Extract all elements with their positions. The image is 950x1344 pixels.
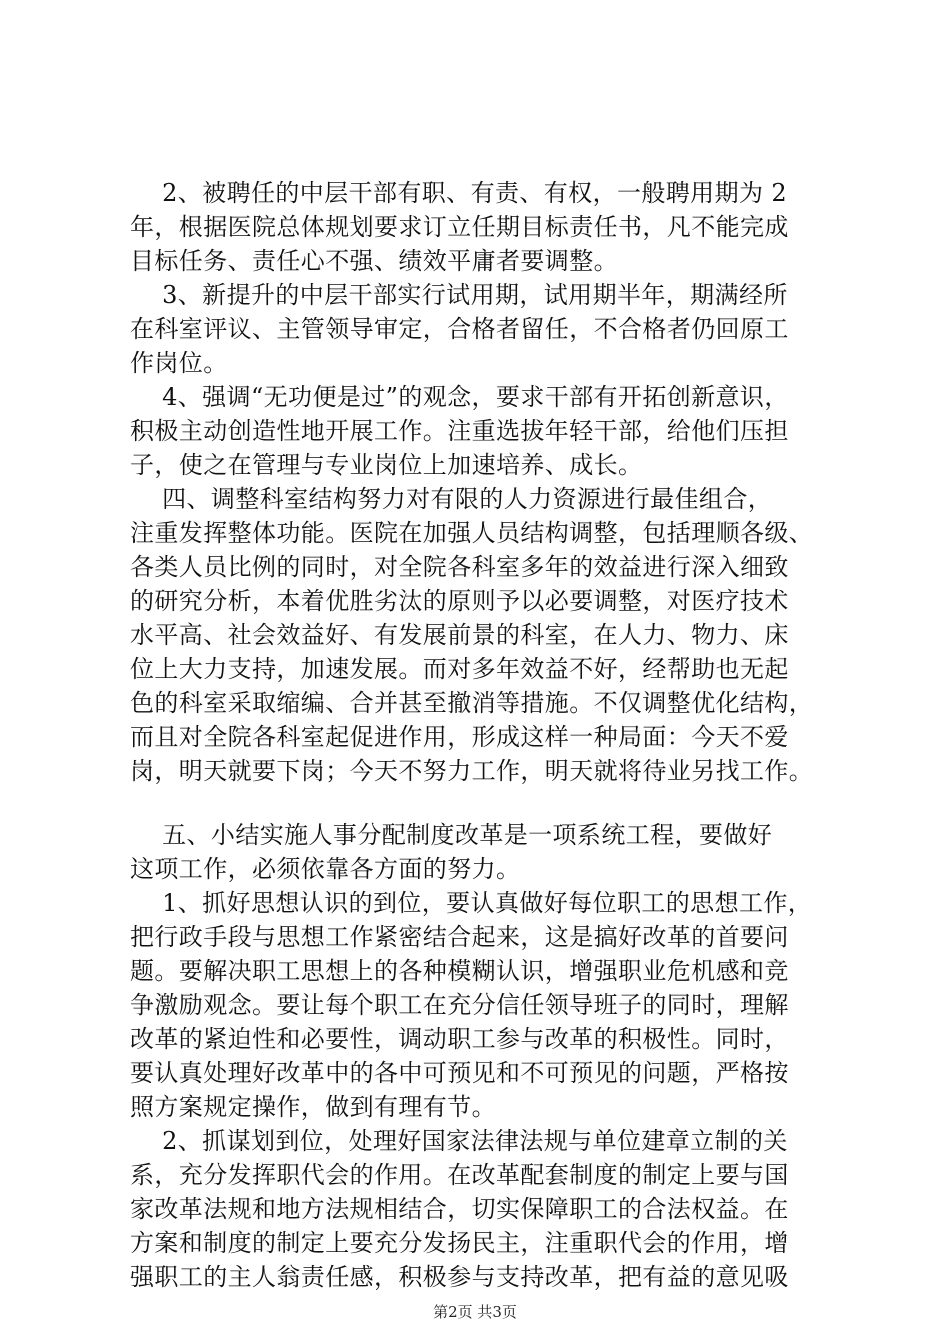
- text-line: 各类人员比例的同时，对全院各科室多年的效益进行深入细致: [130, 553, 789, 581]
- text-line: 子，使之在管理与专业岗位上加速培养、成长。: [130, 451, 643, 479]
- text-line: 家改革法规和地方法规相结合，切实保障职工的合法权益。在: [130, 1195, 789, 1223]
- text-line: 水平高、社会效益好、有发展前景的科室，在人力、物力、床: [130, 621, 789, 649]
- text-line: 2、被聘任的中层干部有职、有责、有权，一般聘用期为 2: [130, 179, 788, 207]
- text-line: 目标任务、责任心不强、绩效平庸者要调整。: [130, 247, 618, 275]
- text-line: 四、调整科室结构努力对有限的人力资源进行最佳组合，: [130, 485, 773, 513]
- text-line: 在科室评议、主管领导审定，合格者留任，不合格者仍回原工: [130, 315, 789, 343]
- text-line: 4、强调“无功便是过”的观念，要求干部有开拓创新意识，: [130, 383, 789, 411]
- text-line: 系，充分发挥职代会的作用。在改革配套制度的制定上要与国: [130, 1161, 789, 1189]
- text-line: 岗，明天就要下岗；今天不努力工作，明天就将待业另找工作。: [130, 757, 814, 785]
- text-line: 3、新提升的中层干部实行试用期，试用期半年，期满经所: [130, 281, 788, 309]
- text-line: 年，根据医院总体规划要求订立任期目标责任书，凡不能完成: [130, 213, 789, 241]
- text-line: 把行政手段与思想工作紧密结合起来，这是搞好改革的首要问: [130, 923, 789, 951]
- text-line: 争激励观念。要让每个职工在充分信任领导班子的同时，理解: [130, 991, 789, 1019]
- text-line: 积极主动创造性地开展工作。注重选拔年轻干部，给他们压担: [130, 417, 789, 445]
- text-line: 改革的紧迫性和必要性，调动职工参与改革的积极性。同时，: [130, 1025, 789, 1053]
- text-line: 要认真处理好改革中的各中可预见和不可预见的问题，严格按: [130, 1059, 789, 1087]
- text-line: 位上大力支持，加速发展。而对多年效益不好，经帮助也无起: [130, 655, 789, 683]
- text-line: 而且对全院各科室起促进作用，形成这样一种局面：今天不爱: [130, 723, 789, 751]
- text-line: 强职工的主人翁责任感，积极参与支持改革，把有益的意见吸: [130, 1263, 789, 1291]
- text-line: 方案和制度的制定上要充分发扬民主，注重职代会的作用，增: [130, 1229, 789, 1257]
- text-line: 作岗位。: [130, 349, 228, 377]
- text-line: 色的科室采取缩编、合并甚至撤消等措施。不仅调整优化结构，: [130, 689, 814, 717]
- text-line: 1、抓好思想认识的到位，要认真做好每位职工的思想工作，: [130, 889, 813, 917]
- text-line: 五、小结实施人事分配制度改革是一项系统工程，要做好: [130, 821, 773, 849]
- page-number-footer: 第2页 共3页: [433, 1303, 517, 1321]
- text-line: 照方案规定操作，做到有理有节。: [130, 1093, 496, 1121]
- text-line: 这项工作，必须依靠各方面的努力。: [130, 855, 521, 883]
- text-line: 题。要解决职工思想上的各种模糊认识，增强职业危机感和竞: [130, 957, 789, 985]
- text-line: 2、抓谋划到位，处理好国家法律法规与单位建章立制的关: [130, 1127, 788, 1155]
- text-line: 注重发挥整体功能。医院在加强人员结构调整，包括理顺各级、: [130, 519, 814, 547]
- text-line: 的研究分析，本着优胜劣汰的原则予以必要调整，对医疗技术: [130, 587, 789, 615]
